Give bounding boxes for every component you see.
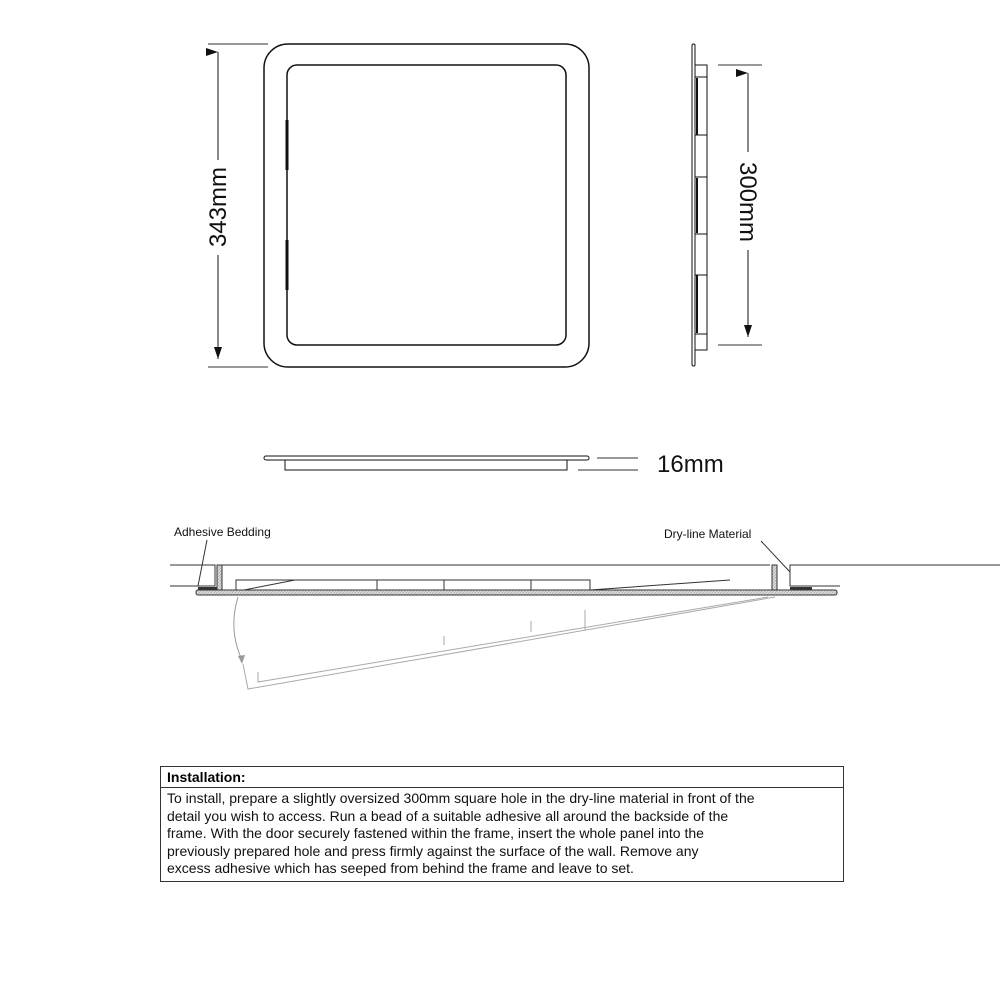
dryline-material-label: Dry-line Material bbox=[664, 527, 752, 541]
width-dimension-label: 300mm bbox=[734, 161, 761, 243]
installation-text bbox=[161, 788, 843, 881]
installation-line: previously prepared hole and press firmly against the surface of the wall. Remove any bbox=[167, 842, 699, 859]
depth-view bbox=[264, 451, 724, 478]
front-view bbox=[205, 44, 589, 367]
depth-dimension-label: 16mm bbox=[657, 451, 724, 478]
installation-title: Installation: bbox=[161, 767, 843, 788]
installation-box bbox=[160, 766, 844, 882]
installation-line: To install, prepare a slightly oversized 300mm square hole in the dry-line material in front of the bbox=[167, 790, 755, 806]
adhesive-bedding-label: Adhesive Bedding bbox=[174, 525, 271, 539]
installation-line: excess adhesive which has seeped from behind the frame and leave to set. bbox=[167, 860, 634, 876]
section-view bbox=[170, 525, 1000, 689]
installation-line: frame. With the door securely fastened within the frame, insert the whole panel into the bbox=[167, 825, 704, 841]
side-view bbox=[692, 44, 762, 366]
open-door-outline bbox=[234, 597, 775, 689]
height-dimension-label: 343mm bbox=[205, 166, 232, 248]
installation-line: detail you wish to access. Run a bead of a suitable adhesive all around the backside of the bbox=[167, 807, 729, 824]
